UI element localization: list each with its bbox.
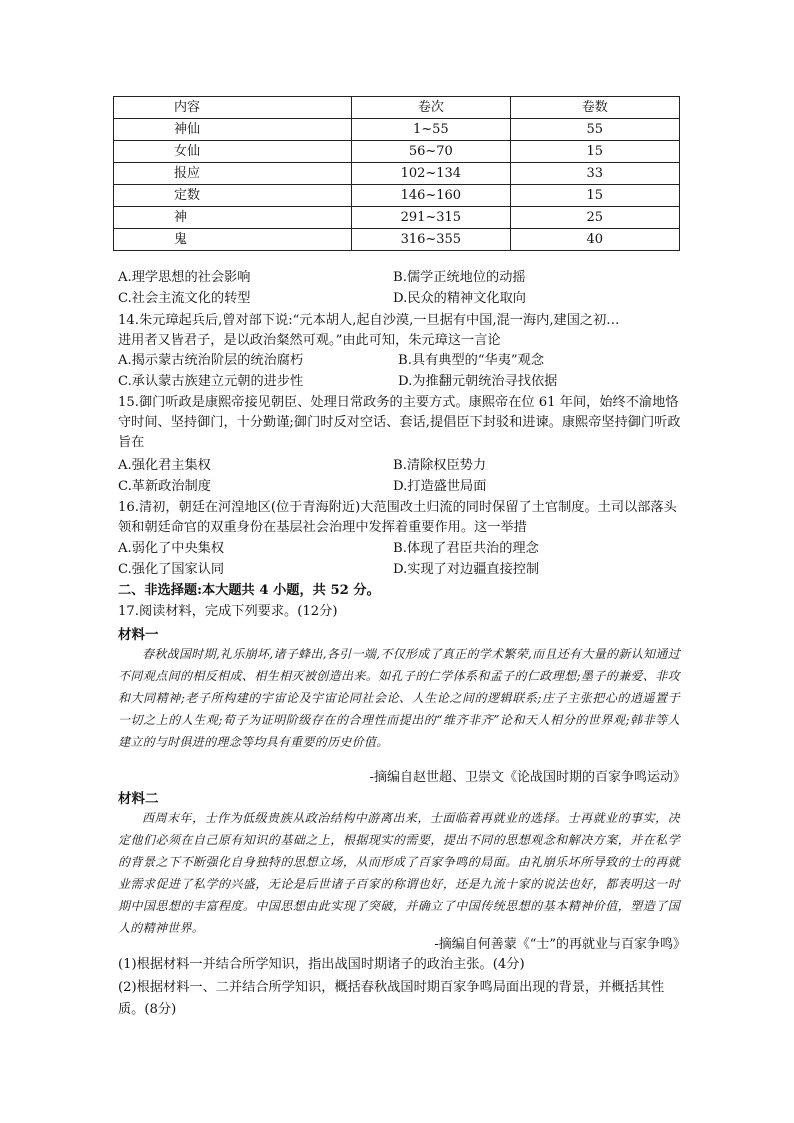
content-volume-table: [113, 96, 680, 251]
q16-option-a: A.弱化了中央集权: [118, 541, 225, 556]
material-2-text: 西周末年，士作为低级贵族从政治结构中游离出来，士面临着再就业的选择。士再就业的事实，决定他们必须在自己原有知识的基础之上，根据现实的需要，提出不同的思想观念和解决方案，并在私学的背景之下不断强化自身独特的思想立场，从而形成了百家争鸣的局面。由礼崩乐坏所导致的士的再就业需求促进了私学的兴盛，无论是后世诸子百家的称谓也好，还是九流十家的说法也好，都表明这一时期中国思想的丰富程度。中国思想由此实现了突破，并确立了中国传统思想的基本精神价值，塑造了国人的精神世界。: [118, 811, 680, 935]
table-cell: 鬼: [114, 229, 352, 251]
q14-option-a: A.揭示蒙古统治阶层的统治腐朽: [118, 353, 304, 368]
material-2-title: 材料二: [118, 791, 159, 807]
table-cell: 定数: [114, 185, 352, 207]
q15-option-c: C.革新政治制度: [118, 479, 211, 494]
table-cell: 316~355: [352, 229, 510, 251]
table-cell: 报应: [114, 163, 352, 185]
table-cell: 神仙: [114, 119, 352, 141]
q17-sub-question-2: (2)根据材料一、二并结合所学知识，概括春秋战国时期百家争鸣局面出现的背景，并概括其性质。(8分): [118, 980, 665, 1017]
section-heading: 二、非选择题:本大题共 4 小题，共 52 分。: [118, 583, 380, 598]
q14-option-b: B.具有典型的“华夷”观念: [398, 353, 545, 368]
table-cell: 15: [510, 141, 679, 163]
table-cell: 15: [510, 185, 679, 207]
table-cell: 神: [114, 207, 352, 229]
table-row: [114, 141, 680, 163]
q16-option-c: C.强化了国家认同: [118, 562, 225, 577]
table-cell: 1~55: [352, 119, 510, 141]
q13-option-c: C.社会主流文化的转型: [118, 291, 251, 306]
q13-option-b: B.儒学正统地位的动摇: [393, 270, 526, 285]
material-1-text: 春秋战国时期,礼乐崩坏,诸子蜂出,各引一端,不仅形成了真正的学术繁荣,而且还有大量的新认知通过不同观点间的相反相成、相生相灭被创造出来。如孔子的仁学体系和孟子的仁政理想;墨子的兼爱、非攻和大同精神;老子所构建的宇宙论及宇宙论同社会论、人生论之间的逻辑联系;庄子主张把心的逍遥置于一切之上的人生观;荀子为证明阶级存在的合理性而提出的“维齐非齐”论和天人相分的世界观;韩非等人建立的与时俱进的理念等均具有重要的历史价值。: [118, 647, 680, 749]
q14-stem-line1: 14.朱元璋起兵后,曾对部下说:“元本胡人,起自沙漠,一旦据有中国,混一海内,建国之初…: [118, 313, 620, 328]
q16-stem: 16.清初，朝廷在河湟地区(位于青海附近)大范围改土归流的同时保留了土官制度。土司以部落头领和朝廷命官的双重身份在基层社会治理中发挥着重要作用。这一举措: [118, 500, 677, 535]
q14-stem-line2: 进用者又皆君子，是以政治粲然可观。”由此可知，朱元璋这一言论: [118, 333, 501, 348]
table-cell: 25: [510, 207, 679, 229]
material-1-title: 材料一: [118, 627, 159, 643]
table-row: [114, 207, 680, 229]
table-cell: 33: [510, 163, 679, 185]
table-header-cell: 卷数: [510, 97, 679, 119]
table-row: [114, 119, 680, 141]
table-header-cell: 卷次: [352, 97, 510, 119]
q14-option-d: D.为推翻元朝统治寻找依据: [398, 374, 558, 389]
q13-option-d: D.民众的精神文化取向: [393, 291, 526, 306]
table-cell: 146~160: [352, 185, 510, 207]
q16-option-d: D.实现了对边疆直接控制: [393, 562, 540, 577]
q15-option-b: B.清除权臣势力: [393, 458, 487, 473]
q17-sub-question-1: (1)根据材料一并结合所学知识，指出战国时期诸子的政治主张。(4分): [118, 957, 525, 972]
table-header-row: [114, 97, 680, 119]
material-2-source: -摘编自何善蒙《“士”的再就业与百家争鸣》: [434, 937, 686, 952]
table-cell: 55: [510, 119, 679, 141]
q17-stem: 17.阅读材料，完成下列要求。(12分): [118, 604, 338, 619]
material-1-source: -摘编自赵世超、卫崇文《论战国时期的百家争鸣运动》: [369, 770, 686, 785]
q13-option-a: A.理学思想的社会影响: [118, 270, 251, 285]
q15-stem: 15.御门听政是康熙帝接见朝臣、处理日常政务的主要方式。康熙帝在位 61 年间，始终不渝地恪守时间、坚持御门，十分勤谨;御门时反对空话、套话,提倡臣下封驳和进谏。康熙帝坚持御门听政旨在: [118, 395, 681, 450]
q14-option-c: C.承认蒙古族建立元朝的进步性: [118, 374, 304, 389]
table-cell: 56~70: [352, 141, 510, 163]
table-cell: 291~315: [352, 207, 510, 229]
table-cell: 40: [510, 229, 679, 251]
q15-option-d: D.打造盛世局面: [393, 479, 487, 494]
table-cell: 102~134: [352, 163, 510, 185]
table-row: [114, 185, 680, 207]
table-cell: 女仙: [114, 141, 352, 163]
table-header-cell: 内容: [114, 97, 352, 119]
table-row: [114, 163, 680, 185]
table-row: [114, 229, 680, 251]
q15-option-a: A.强化君主集权: [118, 458, 211, 473]
q16-option-b: B.体现了君臣共治的理念: [393, 541, 539, 556]
